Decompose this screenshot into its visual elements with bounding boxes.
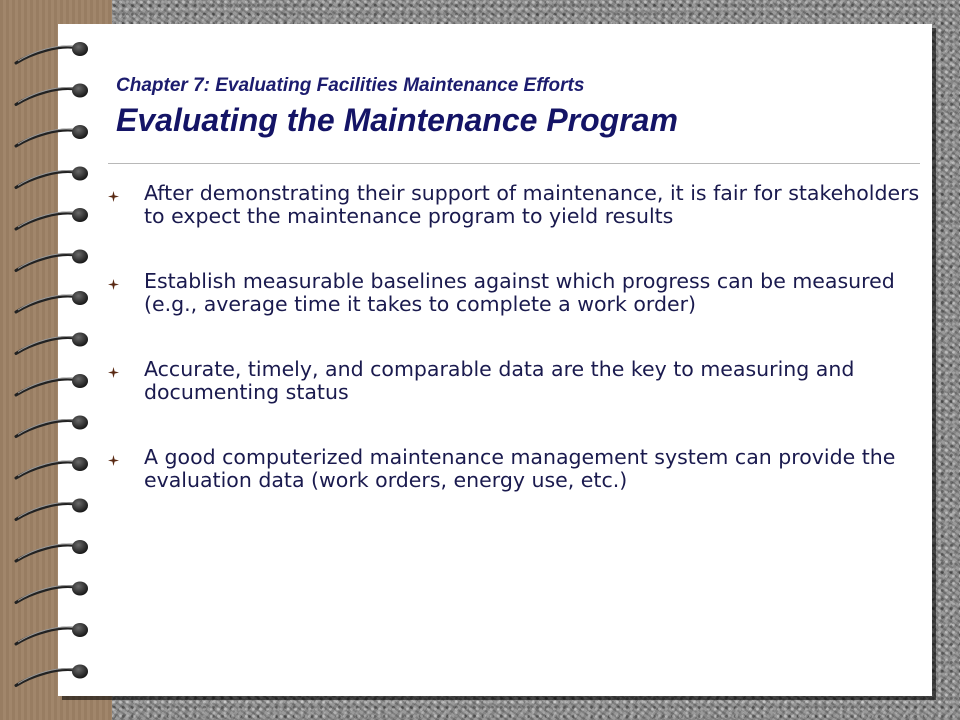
spiral-ring-icon xyxy=(16,125,88,146)
spiral-ring-icon xyxy=(16,582,88,603)
diamond-bullet-icon xyxy=(108,367,119,378)
bullet-item xyxy=(108,270,920,316)
spiral-ring-icon xyxy=(16,540,88,561)
slide-title: Evaluating the Maintenance Program xyxy=(116,102,678,138)
spiral-ring-icon xyxy=(16,291,88,312)
spiral-ring-icon xyxy=(16,374,88,395)
diamond-bullet-icon xyxy=(108,455,119,466)
spiral-binding xyxy=(0,0,120,720)
spiral-ring-icon xyxy=(16,499,88,520)
spiral-ring-icon xyxy=(16,416,88,437)
bullet-item xyxy=(108,358,920,404)
bullet-text: After demonstrating their support of maintenance, it is fair for stakeholders to expect the maintenance program to yield results xyxy=(144,181,920,228)
bullet-text: Accurate, timely, and comparable data are the key to measuring and documenting status xyxy=(144,357,855,404)
chapter-label: Chapter 7: Evaluating Facilities Maintenance Efforts xyxy=(116,75,585,96)
bullet-list xyxy=(108,182,920,534)
spiral-ring-icon xyxy=(16,623,88,644)
title-divider xyxy=(108,163,920,164)
spiral-ring-icon xyxy=(16,42,88,63)
diamond-bullet-icon xyxy=(108,191,119,202)
spiral-ring-icon xyxy=(16,665,88,686)
spiral-ring-icon xyxy=(16,457,88,478)
spiral-ring-icon xyxy=(16,333,88,354)
spiral-ring-icon xyxy=(16,208,88,229)
bullet-item xyxy=(108,182,920,228)
bullet-text: A good computerized maintenance management system can provide the evaluation data (work orders, energy use, etc.) xyxy=(144,445,896,492)
diamond-bullet-icon xyxy=(108,279,119,290)
bullet-text: Establish measurable baselines against which progress can be measured (e.g., average time it takes to complete a work order) xyxy=(144,269,895,316)
spiral-ring-icon xyxy=(16,250,88,271)
spiral-ring-icon xyxy=(16,84,88,105)
spiral-ring-icon xyxy=(16,167,88,188)
bullet-item xyxy=(108,446,920,492)
slide-header xyxy=(116,74,916,140)
